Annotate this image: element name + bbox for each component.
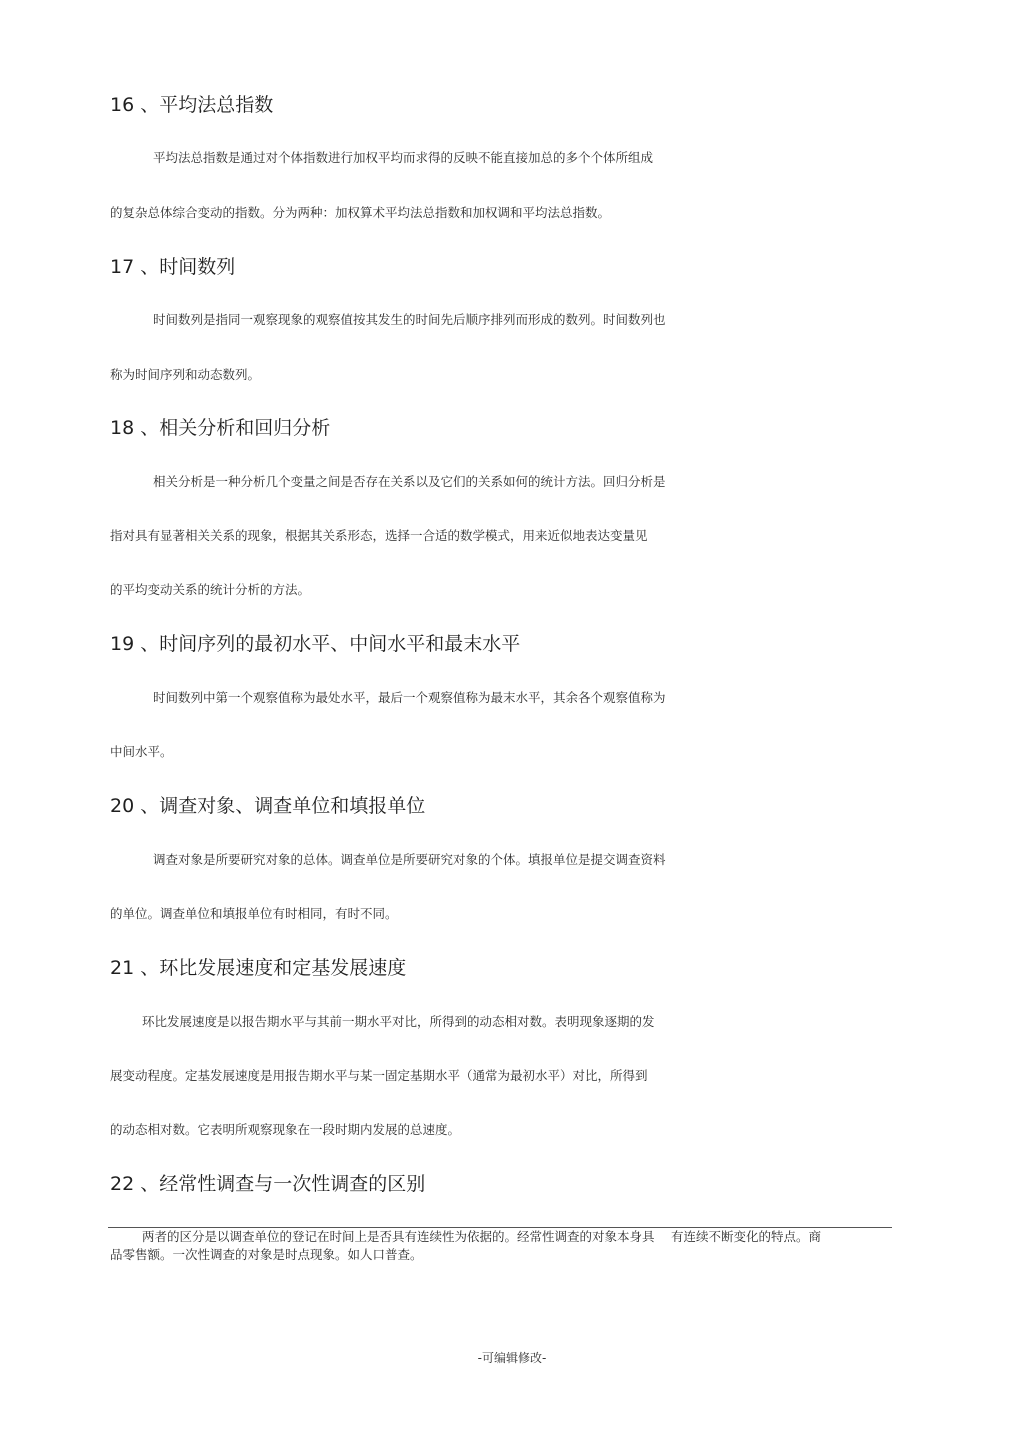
- section-16-line-2: 的复杂总体综合变动的指数。分为两种：加权算术平均法总指数和加权调和平均法总指数。: [110, 205, 611, 220]
- section-19-line-1: 时间数列中第一个观察值称为最处水平，最后一个观察值称为最末水平，其余各个观察值称为: [153, 690, 666, 705]
- section-16-line-1: 平均法总指数是通过对个体指数进行加权平均而求得的反映不能直接加总的多个个体所组成: [153, 150, 654, 165]
- section-18-line-1: 相关分析是一种分析几个变量之间是否存在关系以及它们的关系如何的统计方法。回归分析是: [153, 474, 666, 489]
- section-17-line-1: 时间数列是指同一观察现象的观察值按其发生的时间先后顺序排列而形成的数列。时间数列也: [153, 312, 666, 327]
- section-16-heading: 16 、平均法总指数: [110, 94, 274, 116]
- section-20-line-1: 调查对象是所要研究对象的总体。调查单位是所要研究对象的个体。填报单位是提交调查资料: [153, 852, 666, 867]
- section-18-line-2: 指对具有显著相关关系的现象，根据其关系形态，选择一合适的数学模式，用来近似地表达变量见: [110, 528, 648, 543]
- section-21-line-3: 的动态相对数。它表明所观察现象在一段时期内发展的总速度。: [110, 1122, 461, 1137]
- section-20-line-2: 的单位。调查单位和填报单位有时相同，有时不同。: [110, 906, 398, 921]
- section-18-line-3: 的平均变动关系的统计分析的方法。: [110, 582, 311, 597]
- section-19-line-2: 中间水平。: [110, 744, 173, 759]
- section-22-line-2: 品零售额。一次性调查的对象是时点现象。如人口普查。: [110, 1247, 423, 1262]
- section-17-line-2: 称为时间序列和动态数列。: [110, 367, 261, 382]
- section-21-line-2: 展变动程度。定基发展速度是用报告期水平与某一固定基期水平（通常为最初水平）对比，所得到: [110, 1068, 648, 1083]
- section-21-line-1: 环比发展速度是以报告期水平与其前一期水平对比，所得到的动态相对数。表明现象逐期的发: [142, 1014, 655, 1029]
- page-footer: -可编辑修改-: [477, 1351, 547, 1365]
- section-22-heading: 22 、经常性调查与一次性调查的区别: [110, 1173, 426, 1195]
- section-21-heading: 21 、环比发展速度和定基发展速度: [110, 957, 407, 979]
- section-17-heading: 17 、时间数列: [110, 256, 236, 278]
- section-22-line-1: 两者的区分是以调查单位的登记在时间上是否具有连续性为依据的。经常性调查的对象本身具 有连续不断变化的特点。商: [142, 1229, 821, 1244]
- section-19-heading: 19 、时间序列的最初水平、中间水平和最末水平: [110, 633, 521, 655]
- section-20-heading: 20 、调查对象、调查单位和填报单位: [110, 795, 426, 817]
- section-18-heading: 18 、相关分析和回归分析: [110, 417, 331, 439]
